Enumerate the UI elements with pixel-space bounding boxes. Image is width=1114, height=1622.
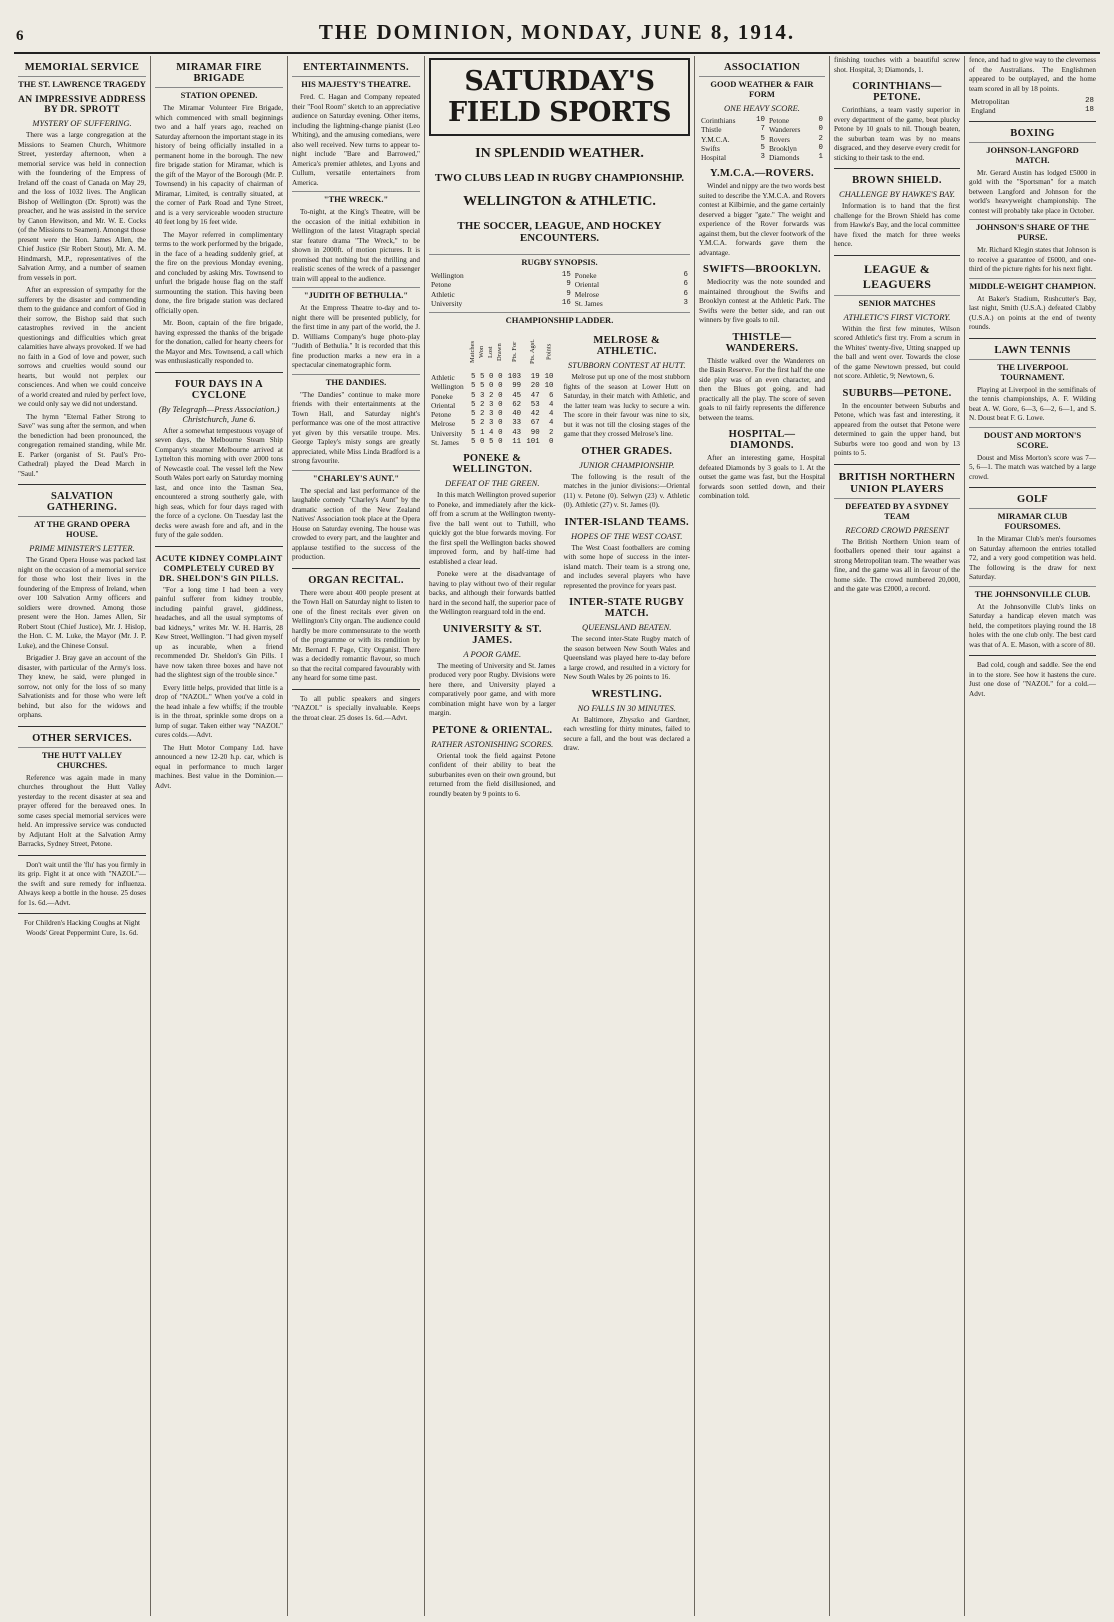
column-1 [14, 56, 151, 1616]
article-paragraph: Doust and Miss Morton's score was 7—5, 6—1. The match was watched by a large crowd. [969, 453, 1096, 481]
column-6 [830, 56, 965, 1616]
article-paragraph: There was a large congregation at the Missions to Seamen Church, Whitmore Street, yesterday afternoon, when a memorial service was held in connection with the foundering of the Empress of Ireland off the coast of Canada on May 29, and the loss of 1032 lives. The Anglican Bishop of Wellington (Dr. Sprott) was the preacher, and he was assisted in the service by Canon Hewitson, and Mr. W. E. Cocks (of the Missions to Seamen). Amongst those present were the Hon. James Allen, the Chief Justice (Sir Robert Stout), Mr. A. M. Hindmarsh, M.P., representatives of the Salvation Army, and a number of seamen from vessels in port. [18, 131, 146, 282]
team-score: 5 [760, 143, 765, 152]
northern-union-score-row [969, 97, 1096, 106]
purse-sub: JOHNSON'S SHARE OF THE PURSE. [969, 219, 1096, 242]
poneke-wellington-head: PONEKE & WELLINGTON. [452, 453, 533, 475]
team-name: Poneke [574, 271, 597, 280]
northern-union-score-table [969, 97, 1096, 116]
inter-state-sub: QUEENSLAND BEATEN. [582, 622, 672, 632]
suburbs-petone-head: SUBURBS—PETONE. [842, 387, 952, 399]
team-name: Swifts [700, 143, 720, 153]
article-paragraph: At the Empress Theatre to-day and to-night there will be presented publicly, for the first time in any part of the world, the J. D. Williams Company's huge photo-play "Judith of Bethulia." It is recorded that this fine production marks a new era in a spectacular cinematographic form. [292, 304, 420, 369]
team-score: 0 [818, 143, 823, 152]
brown-shield-head: BROWN SHIELD. [852, 175, 942, 186]
team-name: Corinthians [700, 116, 736, 125]
petone-oriental-head: PETONE & ORIENTAL. [432, 724, 553, 736]
article-paragraph: In this match Wellington proved superior to Poneke, and immediately after the kick-off from a scrum at the Wellington twenty-five the ball went out to Tuthill, who quickly got the blue forwards moving. For the first spell the Wellington backs showed improved form, and by half-time had established a clear lead. [429, 491, 556, 566]
ladder-value: 0 [498, 382, 503, 391]
ladder-row [429, 382, 555, 391]
deck-line: WELLINGTON & ATHLETIC. [463, 194, 656, 209]
salvation-gathering-sub: AT THE GRAND OPERA HOUSE. [18, 516, 146, 539]
association-score-row [699, 125, 825, 134]
article-paragraph: "The Dandies" continue to make more friends with their entertainments at the Town Hall, and Saturday night's performance was one of the most attractive yet given by this versatile troupe. Mrs. George Tapley's misty songs are greatly appreciated, while Miss Linda Bradford is a strong favourite. [292, 390, 420, 465]
northern-union-score-row [969, 106, 1096, 115]
team-name: St. James [431, 437, 459, 447]
team-score: 16 [561, 298, 571, 307]
article-paragraph: The Mayor referred in complimentary terms to the work performed by the brigade, in the face of a heading suddenly grief, at the fire on the previous Monday evening, and concluded by asking Mrs. Townsend to unfurl the brigade house flag on the staff surmounting the station. This having been done, the fire brigade station was declared officially open. [155, 230, 283, 315]
team-score: 10 [756, 116, 765, 124]
association-score-row [699, 153, 825, 162]
divider [969, 338, 1096, 339]
ladder-value: 2 [479, 410, 485, 418]
divider [18, 913, 146, 914]
divider [969, 487, 1096, 488]
team-name: Hospital [700, 153, 727, 162]
article-paragraph: In the encounter between Suburbs and Petone, which was fast and interesting, it appeared from the outset that Petone were determined to gain the upper hand, but Suburbs were too good and won by 13 points to 5. [833, 401, 960, 457]
column-4 [425, 56, 695, 1616]
divider [155, 546, 283, 547]
boxing-head: BOXING [1010, 127, 1055, 139]
article-paragraph: The Miramar Volunteer Fire Brigade, which commenced with small beginnings two and a half years ago, reached on Saturday afternoon the important stage in its history of being officially installed in a permanent home in the borough. The new fire brigade station for Miramar, which is the gift of the Mayor of the Borough (Mr. P. Townsend) in his capacity of chairman of Miramar, Limited, is centrally situated, at the corner of Park Road and Tyne Street, and is a very serviceable wooden structure 40 feet long by 16 feet wide. [155, 104, 283, 226]
memorial-service-subhead: MYSTERY OF SUFFERING. [32, 118, 132, 128]
team-name: Athletic [431, 289, 455, 299]
ladder-value: 3 [479, 391, 485, 400]
advertisement: Every little helps, provided that little is a drop of "NAZOL." When you've a cold in the head inhale a few whiffs; if the trouble is in the throat, sprinkle some drops on a lump of sugar. Taken either way "NAZOL" cures colds.—Advt. [155, 683, 283, 739]
advertisement: Don't wait until the 'flu' has you firmly in its grip. Fight it at once with "NAZOL"—the swift and sure remedy for influenza. Always keep a bottle in the house. 25 doses for 1s. 6d.—Advt. [18, 860, 146, 907]
column-3 [288, 56, 425, 1616]
ymca-rovers-head: Y.M.C.A.—ROVERS. [710, 168, 814, 180]
salvation-gathering-subhead: PRIME MINISTER'S LETTER. [29, 543, 135, 553]
ladder-value: 3 [489, 400, 494, 409]
team-name: Brooklyn [768, 143, 797, 153]
article-paragraph: At the Johnsonville Club's links on Saturday a handicap eleven match was held, the competitors playing round the 18 holes with the one club only. The best card was that of A. E. Mason, with a score of 80. [969, 602, 1096, 649]
ladder-value: 53 [530, 400, 540, 409]
article-paragraph: Mr. Richard Klegin states that Johnson is to receive a guarantee of £6000, and one-third of the picture rights for his next fight. [969, 246, 1096, 273]
inter-island-head: INTER-ISLAND TEAMS. [564, 516, 689, 528]
ladder-value: 0 [479, 437, 485, 446]
ladder-column-header: Pts. For [510, 341, 518, 363]
poneke-wellington-sub: DEFEAT OF THE GREEN. [445, 478, 540, 488]
lawn-tennis-head: LAWN TENNIS [994, 344, 1071, 356]
article-paragraph: fence, and had to give way to the cleverness of the Australians. The Englishmen appeared to be outplayed, and the home team scored in all by 18 points. [969, 56, 1096, 93]
team-score: 7 [760, 125, 765, 134]
article-paragraph: The hymn "Eternal Father Strong to Save" was sung after the sermon, and when the benediction had been pronounced, the congregation remained standing, while Mr. E. Parker (organist of St. Paul's Pro-Cathedral) played the Dead March in "Saul." [18, 412, 146, 478]
article-paragraph: The West Coast footballers are coming with some hope of success in the inter-island match. Their team is a strong one, and includes several players who have represented the province for years past. [563, 543, 690, 590]
article-paragraph: At Baker's Stadium, Rushcutter's Bay, last night, Smith (U.S.A.) defeated Clabby (U.S.A.) on points at the end of twenty rounds. [969, 294, 1096, 331]
paper-title-line: THE DOMINION, MONDAY, JUNE 8, 1914. [318, 20, 796, 44]
ladder-value: 0 [498, 410, 503, 418]
northern-union-head: BRITISH NORTHERN UNION PLAYERS [838, 470, 956, 495]
ladder-value: 5 [470, 410, 476, 418]
team-score: 28 [1085, 97, 1094, 105]
ladder-value: 47 [530, 391, 540, 400]
team-name: Melrose [431, 419, 456, 429]
ladder-value: 101 [526, 437, 540, 446]
wreck-sub: "THE WRECK." [292, 191, 420, 204]
ladder-value: 5 [479, 373, 485, 381]
golf-head: GOLF [1017, 494, 1048, 505]
synopsis-row [429, 299, 690, 308]
ladder-row [429, 373, 555, 382]
divider [18, 484, 146, 485]
ladder-value: 0 [489, 373, 494, 381]
article-paragraph: In the Miramar Club's men's foursomes on Saturday afternoon the entries totalled 72, and a very good competition was held. The following is the draw for next Saturday. [969, 535, 1096, 581]
main-headline: SATURDAY'S FIELD SPORTS [429, 58, 690, 136]
petone-oriental-sub: RATHER ASTONISHING SCORES. [431, 738, 554, 749]
team-name: Wanderers [768, 125, 801, 135]
team-name: Rovers [768, 134, 790, 144]
ladder-column-header: Lost [487, 346, 495, 358]
team-score: 1 [818, 153, 823, 161]
advertisement: For Children's Hacking Coughs at Night Woods' Great Peppermint Cure, 1s. 6d. [23, 919, 141, 937]
salvation-gathering-head: SALVATION GATHERING. [46, 491, 118, 513]
article-paragraph: finishing touches with a beautiful screw shot. Hospital, 3; Diamonds, 1. [833, 56, 960, 74]
middleweight-sub: MIDDLE-WEIGHT CHAMPION. [969, 278, 1096, 291]
masthead [14, 0, 1100, 54]
divider [969, 121, 1096, 122]
team-name: Metropolitan [971, 97, 1010, 106]
match-reports-wrap [563, 329, 689, 802]
ladder-row [429, 419, 555, 428]
wrestling-head: WRESTLING. [591, 688, 662, 700]
divider [18, 726, 146, 727]
kidney-ad-head: ACUTE KIDNEY COMPLAINT COMPLETELY CURED BY DR. SHELDON'S GIN PILLS. [155, 552, 283, 583]
team-name: Thistle [700, 125, 722, 135]
article-paragraph: Mr. Boon, captain of the fire brigade, having expressed the thanks of the brigade for the donation, called for hearty cheers for the Mayor and Mrs. Townsend, a call which was enthusiastically responded to. [155, 319, 283, 365]
team-name: University [431, 428, 463, 438]
divider [292, 689, 420, 690]
team-score: 6 [683, 280, 688, 289]
advertisement: Bad cold, cough and saddle. See the end in to the store. See how it hastens the cure. Just one dose of "NAZOL" for a cold.—Advt. [969, 661, 1096, 698]
miramar-golf-sub: MIRAMAR CLUB FOURSOMES. [969, 508, 1096, 531]
article-paragraph: To-night, at the King's Theatre, will be the occasion of the initial exhibition in Wellington of the latest Vitagraph special star feature drama "The Wreck," to be shown in 2000ft. of motion pictures. It is promised that nothing but the thrilling and realistic scenes of the wreck of a passenger train will appeal to the audience. [292, 208, 420, 283]
cyclone-head: FOUR DAYS IN A CYCLONE [174, 378, 264, 401]
ladder-value: 0 [498, 428, 503, 437]
ladder-value: 0 [498, 373, 503, 381]
association-head: ASSOCIATION [723, 62, 800, 73]
boxing-sub: JOHNSON-LANGFORD MATCH. [969, 142, 1096, 165]
team-score: 0 [818, 116, 823, 124]
divider [292, 568, 420, 569]
melrose-athletic-sub: STUBBORN CONTEST AT HUTT. [567, 360, 686, 370]
association-score-row [699, 135, 825, 144]
ladder-value: 6 [549, 391, 554, 400]
ladder-value: 42 [530, 410, 540, 418]
article-paragraph: Oriental took the field against Petone confident of their ability to beat the suburbanites even on their own ground, but returned from the field disillusioned, and roundly beaten by 9 points to 6. [429, 751, 556, 798]
inter-island-sub: HOPES OF THE WEST COAST. [571, 530, 683, 541]
ladder-value: 43 [512, 428, 522, 437]
university-stjames-head: UNIVERSITY & ST. JAMES. [442, 623, 542, 646]
article-paragraph: Playing at Liverpool in the semifinals of the tennis championships, A. F. Wilding beat A. W. Gore, 6—3, 6—2, 6—1, and S. N. Doust beat F. G. Lowe. [969, 385, 1096, 422]
charleys-aunt-sub: "CHARLEY'S AUNT." [292, 470, 420, 483]
rugby-synopsis-head: RUGBY SYNOPSIS. [429, 254, 690, 267]
ladder-value: 99 [512, 382, 522, 391]
ladder-value: 1 [479, 428, 485, 437]
inter-state-head: INTER-STATE RUGBY MATCH. [569, 597, 685, 619]
divider [18, 855, 146, 856]
advertisement: To all public speakers and singers "NAZOL" is specially invaluable. Keeps the throat clear. 25 doses 1s. 6d.—Advt. [292, 694, 420, 722]
ladder-column-header: Points [545, 343, 553, 361]
ladder-row [429, 392, 555, 401]
article-paragraph: The following is the result of the matches in the junior divisions:—Oriental (11) v. Petone (0). Selwyn (23) v. Athletic (0). Athletic (27) v. St. James (0). [563, 472, 690, 509]
ladder-column-header: Matches [469, 340, 477, 364]
memorial-service-head: MEMORIAL SERVICE [24, 62, 140, 73]
deck-line: THE SOCCER, LEAGUE, AND HOCKEY ENCOUNTERS. [457, 220, 662, 244]
team-score: 9 [566, 280, 571, 289]
ladder-value: 2 [549, 428, 554, 437]
ladder-value: 5 [470, 437, 476, 446]
column-2 [151, 56, 288, 1616]
hospital-diamonds-head: HOSPITAL—DIAMONDS. [728, 429, 796, 452]
ladder-value: 0 [489, 382, 494, 391]
rugby-synopsis-table [429, 271, 690, 308]
divider [834, 168, 960, 169]
ladder-value: 103 [507, 373, 522, 381]
johnsonville-sub: THE JOHNSONVILLE CLUB. [969, 586, 1096, 599]
fire-brigade-sub: STATION OPENED. [155, 87, 283, 100]
ladder-value: 3 [489, 419, 494, 428]
ladder-row [429, 401, 555, 410]
ladder-value: 0 [498, 391, 503, 400]
ladder-row [429, 438, 555, 447]
ladder-value: 5 [470, 391, 476, 400]
wrestling-sub: NO FALLS IN 30 MINUTES. [577, 702, 676, 713]
team-name: England [971, 106, 996, 116]
ladder-value: 10 [544, 373, 554, 381]
synopsis-row [429, 290, 690, 299]
ladder-value: 33 [512, 419, 522, 428]
advertisement: "For a long time I had been a very painful sufferer from kidney trouble, including painful gravel, giddiness, headaches, and all the usual symptoms of bad kidneys," writes Mr. W. H. Harris, 28 Kew Street, Wellington. "I had given myself up as incurable, when a friend recommended Dr. Sheldon's Gin Pills. I have now taken three boxes and have not had the slightest sign of the trouble since." [155, 585, 283, 679]
ladder-value: 2 [479, 419, 485, 428]
ladder-column-header: Pts. Agst. [528, 339, 536, 365]
team-score: 3 [760, 153, 765, 161]
ladder-value: 4 [549, 400, 554, 409]
university-stjames-sub: A POOR GAME. [463, 648, 522, 659]
thistle-wanderers-head: THISTLE—WANDERERS. [725, 331, 799, 354]
article-paragraph: Fred. C. Hagan and Company repeated their "Fool Room" sketch to an appreciative audience on Saturday evening. Other items, including the lightning-change pianist (Leo Whiting), and the amusing comedians, were also well received. New turns to appear to-night include "Bare and Barrowed," America's premier athletes, and Lyons and Cullum, versatile entertainers from America. [292, 93, 420, 187]
entertainments-head: ENTERTAINMENTS. [303, 62, 409, 73]
synopsis-row [429, 280, 690, 289]
article-paragraph: The Grand Opera House was packed last night on the occasion of a memorial service for those who lost their lives in the foundering of the Empress of Ireland, when over 100 Salvation Army officers and soldiers were drowned. Among those present were the Hon. James Allen, Sir Robert Stout (Chief Justice), Mr. J. Hislop, the Hon. C. M. Luke, the Mayor (Mr. J. P. Luke), and the Chinese Consul. [18, 556, 146, 650]
columns [14, 56, 1100, 1616]
article-paragraph: Within the first few minutes, Wilson scored Athletic's first try. From a scrum in the Whites' twenty-five, Utting snapped up the ball and went over. Towards the close of the game Newtown pressed, but could not score. Athletic, 9; Newtown, 6. [833, 324, 960, 380]
ladder-value: 45 [512, 391, 522, 400]
article-paragraph: Poneke were at the disadvantage of having to play without two of their regular backs, and although their forwards battled hard in the second half, the superior pace of the Wellington rearguard told in the end. [429, 570, 556, 616]
article-paragraph: Thistle walked over the Wanderers on the Basin Reserve. For the first half the one side play was of an even character, and then the Blues got going, and had practically all the play. The score of seven goals to nil fairly represents the difference between the teams. [698, 356, 825, 422]
team-score: 9 [566, 289, 571, 298]
deck-line: IN SPLENDID WEATHER. [475, 146, 644, 161]
ladder-row [429, 429, 555, 438]
fire-brigade-head: MIRAMAR FIRE BRIGADE [176, 62, 262, 84]
ladder-value: 20 [530, 382, 540, 391]
ladder-value: 3 [489, 410, 494, 418]
league-sub: SENIOR MATCHES [834, 295, 960, 308]
other-services-sub: THE HUTT VALLEY CHURCHES. [18, 747, 146, 770]
article-paragraph: Mediocrity was the note sounded and maintained throughout the Swifts and Brooklyn contest at the Athletic Park. The Swifts were the better side, and ran out winners by five goals to nil. [698, 278, 825, 325]
ladder-value: 11 [512, 437, 522, 446]
association-sub: GOOD WEATHER & FAIR FORM [699, 76, 825, 99]
ladder-value: 4 [549, 410, 554, 418]
article-paragraph: Corinthians, a team vastly superior in every department of the game, beat plucky Petone by 10 goals to nil. Though beaten, the suburban team was by no means disgraced, and they deserve every credit for sticking to their task to the end. [833, 106, 960, 162]
corinthians-petone-head: CORINTHIANS—PETONE. [852, 81, 942, 103]
league-head: LEAGUE & LEAGUERS [862, 261, 932, 291]
article-paragraph: After an expression of sympathy for the sufferers by the disaster and commending them to the guidance and comfort of God in their sorrow, the Bishop said that such catastrophes revived in the ancient questionings and difficulties which great calamities have always provoked. If we had no faith in a God of love and power, such sorrows and cruelties would sound our hearts, but would not perplex our consciences. And when we could conceive of a world created and ruled by perfect love, we could only say we did not understand. [18, 286, 146, 408]
ladder-and-match [429, 329, 690, 802]
team-name: Petone [431, 410, 452, 419]
article-paragraph: The special and last performance of the laughable comedy "Charley's Aunt" by the dramatic section of the New Zealand Natives' Association took place at the Opera House on Saturday evening. The house was crowded to every part, and the laughter and applause testified to the success of the production. [292, 486, 420, 561]
ladder-value: 40 [512, 410, 522, 418]
ladder-value: 0 [498, 437, 503, 446]
team-score: 15 [561, 271, 571, 279]
ladder-value: 5 [470, 373, 476, 381]
team-name: Diamonds [768, 153, 800, 162]
synopsis-row [429, 271, 690, 280]
team-score: 18 [1085, 106, 1094, 115]
article-paragraph: Information is to hand that the first challenge for the Brown Shield has come from Hawke's Bay, and the local committee have fixed the match for three weeks hence. [833, 202, 960, 248]
northern-union-sub: DEFEATED BY A SYDNEY TEAM [834, 498, 960, 521]
association-scores-table [699, 116, 825, 162]
ladder-value: 0 [498, 419, 503, 428]
brown-shield-sub: CHALLENGE BY HAWKE'S BAY. [839, 189, 955, 199]
dandies-sub: THE DANDIES. [292, 374, 420, 387]
ladder-row [429, 410, 555, 419]
team-score: 6 [683, 271, 688, 279]
team-name: Y.M.C.A. [700, 134, 730, 144]
championship-ladder-head: CHAMPIONSHIP LADDER. [429, 312, 690, 325]
team-score: 0 [818, 125, 823, 134]
team-name: Athletic [431, 373, 455, 382]
team-name: Petone [431, 280, 452, 290]
ladder-value: 5 [479, 382, 485, 391]
article-paragraph: The British Northern Union team of footballers opened their tour against a strong Metropolitan team. The weather was fine, and the game was all in favour of the home side. The crowd numbered 20,000, and the gate was £2000, a record. [833, 537, 960, 593]
melrose-athletic-head: MELROSE & ATHLETIC. [593, 335, 661, 357]
judith-sub: "JUDITH OF BETHULIA." [292, 287, 420, 300]
ladder-value: 62 [512, 400, 522, 409]
ladder-value: 0 [549, 437, 554, 446]
divider [834, 255, 960, 256]
ladder-value: 2 [489, 391, 494, 400]
team-name: Wellington [431, 382, 464, 392]
divider [969, 655, 1096, 656]
article-paragraph: At Baltimore, Zbyszko and Gardner, each wrestling for thirty minutes, failed to secure a fall, and the bout was declared a draw. [563, 715, 690, 752]
divider [834, 464, 960, 465]
column-7 [965, 56, 1100, 1616]
team-name: Oriental [574, 280, 600, 290]
other-grades-sub: JUNIOR CHAMPIONSHIP. [579, 459, 675, 470]
doust-morton-sub: DOUST AND MORTON'S SCORE. [969, 427, 1096, 450]
article-paragraph: The meeting of University and St. James produced very poor Rugby. Divisions were here there, and University played a comparatively poor game, and with more combination might have won by a larger margin. [429, 661, 556, 717]
team-name: Wellington [431, 271, 464, 280]
swifts-brooklyn-head: SWIFTS—BROOKLYN. [703, 264, 821, 276]
ladder-value: 4 [549, 419, 554, 428]
cyclone-dateline: (By Telegraph—Press Association.) Christchurch, June 6. [158, 403, 280, 424]
article-paragraph: Mr. Gerard Austin has lodged £5000 in gold with the "Sportsman" for a match between Langford and Johnson for the world's heavyweight championship. The contest will probably take place in October. [969, 168, 1096, 215]
advertisement: The Hutt Motor Company Ltd. have announced a new 12-20 h.p. car, which is equal in performance to much larger machines. Best value in the Dominion.—Advt. [155, 743, 283, 790]
article-paragraph: The second inter-State Rugby match of the season between New South Wales and Queensland was played here to-day before a large crowd, and resulted in a victory for New South Wales by 26 points to 16. [563, 635, 690, 681]
team-score: 6 [683, 289, 688, 298]
ladder-value: 90 [530, 428, 540, 437]
team-name: St. James [574, 298, 603, 308]
association-sub2: ONE HEAVY SCORE. [724, 103, 800, 113]
ladder-value: 2 [479, 400, 485, 409]
article-paragraph: Reference was again made in many churches throughout the Hutt Valley yesterday to the recent disaster at sea and prayer offered for the bereaved ones. In some cases special memorial services were held. An impressive service was conducted by Adjutant Holt at the Salvation Army Barracks, Sydney Street, Petone. [18, 773, 146, 848]
page-number: 6 [16, 28, 24, 44]
memorial-service-sub: THE ST. LAWRENCE TRAGEDY [18, 76, 146, 89]
association-score-row [699, 116, 825, 125]
organ-recital-head: ORGAN RECITAL. [308, 574, 404, 586]
league-sub2: ATHLETIC'S FIRST VICTORY. [843, 311, 951, 322]
ladder-value: 5 [470, 428, 476, 437]
ladder-column-header: Drawn [496, 343, 504, 361]
article-paragraph: Brigadier J. Bray gave an account of the disaster, with particular of the Army's loss. They knew, he said, were plunged in sorrow, not only for the loss of so many Salvationists and for those who were left behind, but also for the widows and orphans. [18, 654, 146, 719]
ladder-value: 5 [470, 419, 476, 428]
association-score-row [699, 144, 825, 153]
ladder-value: 19 [530, 373, 540, 381]
team-name: Melrose [574, 289, 600, 299]
ladder-value: 4 [489, 428, 494, 437]
memorial-service-deck: AN IMPRESSIVE ADDRESS BY DR. SPROTT [18, 95, 146, 115]
team-score: 5 [760, 134, 765, 143]
team-name: Oriental [431, 400, 456, 410]
deck-line: TWO CLUBS LEAD IN RUGBY CHAMPIONSHIP. [434, 172, 685, 184]
article-paragraph: Windel and nippy are the two words best suited to describe the Y.M.C.A. and Rovers contest at Kilbirnie, and the game certainly deserved a bigger "gate." The weight and experience of the Rover forwards was against them, but the clever footwork of the Y.M.C.A. forwards gave them the advantage. [698, 182, 825, 257]
article-paragraph: There were about 400 people present at the Town Hall on Saturday night to listen to one of the finest recitals ever given on Wellington's City organ. The audience could hardly be more commensurate to the worth of the programme or with its rendition by Mr. Bernard F. Page, City Organist. There was a decidedly romantic flavour, so much so that the recital compared favourably with any heard for some time past. [292, 588, 420, 682]
article-paragraph: Melrose put up one of the most stubborn fights of the season at Lower Hutt on Saturday, in their match with Athletic, and the latter team was lucky to secure a win. The score in their favour was nine to six, but it was not till the closing stages of the game that they crossed Melrose's line. [563, 373, 690, 438]
article-paragraph: After a somewhat tempestuous voyage of seven days, the Melbourne Steam Ship Company's steamer Melbourne arrived at Lyttelton this morning with over 2000 tons of Newcastle coal. The vessel left the New South Wales port early on Saturday morning last, and once into the Tasman Sea, encountered a strong southerly gale, with high seas, which for four days raged with the force of a cyclone. On Tuesday last the decks were awash fore and aft, and in the fury of the gale sodden. [155, 426, 283, 539]
other-services-head: OTHER SERVICES. [32, 732, 132, 744]
ladder-column-header: Won [478, 345, 486, 359]
divider [155, 372, 283, 373]
article-paragraph: After an interesting game, Hospital defeated Diamonds by 3 goals to 1. At the outset the game was fast, but the Hospital forwards soon settled down, and their combination told. [698, 454, 825, 501]
column-5 [695, 56, 830, 1616]
ladder-wrap [429, 329, 555, 802]
team-name: University [431, 298, 463, 308]
team-name: Petone [768, 116, 790, 125]
northern-union-sub2: RECORD CROWD PRESENT [845, 524, 949, 535]
ladder-value: 10 [544, 382, 554, 391]
liverpool-sub: THE LIVERPOOL TOURNAMENT. [969, 359, 1096, 382]
championship-ladder-table [429, 331, 555, 447]
team-name: Poneke [431, 391, 453, 401]
ladder-value: 67 [530, 419, 540, 428]
team-score: 2 [818, 134, 823, 143]
ladder-value: 5 [470, 400, 476, 409]
team-score: 3 [683, 298, 688, 307]
entertainments-sub: HIS MAJESTY'S THEATRE. [292, 76, 420, 89]
ladder-value: 5 [489, 437, 494, 446]
ladder-value: 5 [470, 382, 476, 391]
other-grades-head: OTHER GRADES. [581, 445, 673, 457]
ladder-value: 0 [498, 400, 503, 409]
